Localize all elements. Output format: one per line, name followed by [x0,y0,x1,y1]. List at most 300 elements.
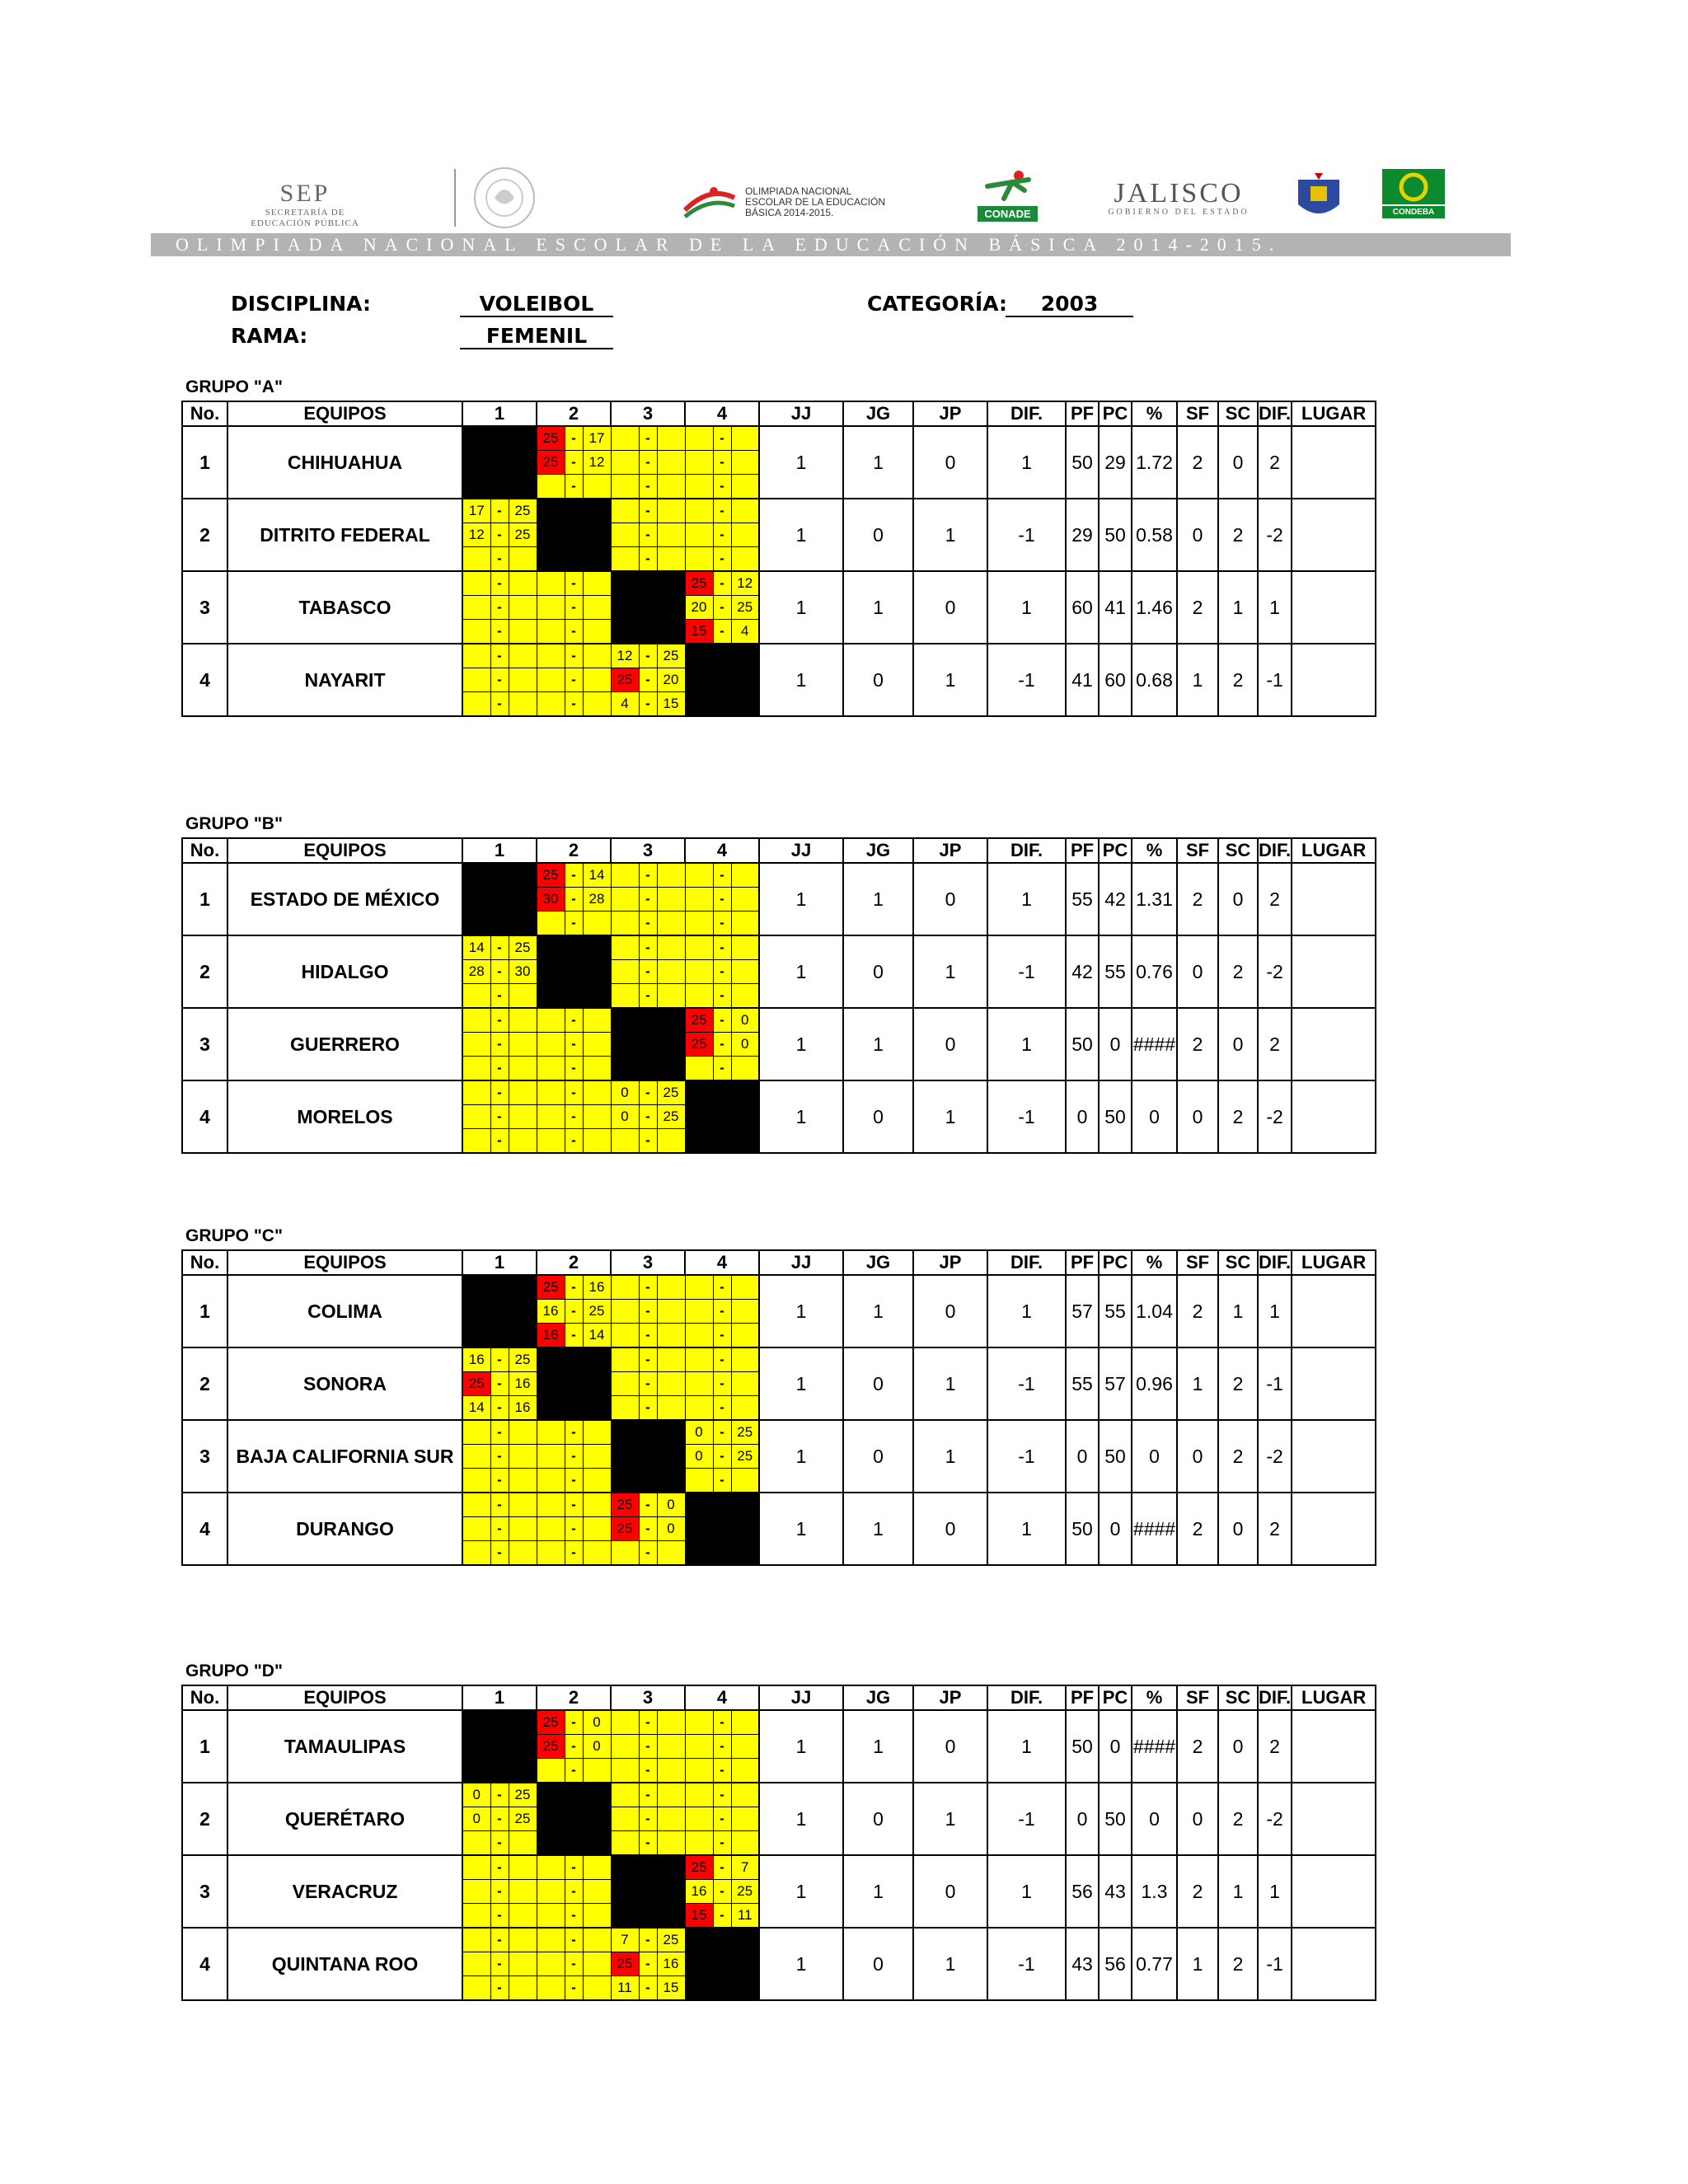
blocked-cell [462,1710,537,1783]
set-score-opponent [509,1105,537,1129]
set-score-separator: - [490,547,509,572]
stat-jp: 1 [913,1347,987,1420]
stat-jp: 1 [913,499,987,571]
stat-pf: 56 [1066,1855,1099,1928]
stat-sc: 2 [1218,1420,1258,1493]
set-score-separator: - [713,475,731,499]
stat-pf: 0 [1066,1420,1099,1493]
set-score-separator: - [490,1541,509,1566]
set-score-separator: - [639,1105,657,1129]
column-header: JJ [759,838,843,863]
team-name: TAMAULIPAS [227,1710,462,1783]
set-score-own [462,596,490,620]
stat-dif2: -1 [1258,644,1292,716]
set-score-opponent [509,1420,537,1445]
column-header: No. [182,838,227,863]
column-header: % [1132,838,1177,863]
olimpiada-line-3: BÁSICA 2014-2015. [744,206,834,218]
stat-sf: 0 [1177,1783,1218,1855]
set-score-own [537,1105,565,1129]
stat-dif: 1 [987,1275,1066,1347]
stat-pc: 29 [1099,426,1132,499]
column-header: PF [1066,1685,1099,1710]
set-score-separator: - [639,475,657,499]
stat-dif2: 1 [1258,1275,1292,1347]
team-number: 2 [182,1783,227,1855]
set-score-separator: - [713,451,731,475]
stat-dif: -1 [987,935,1066,1008]
team-name: VERACRUZ [227,1855,462,1928]
stat-sc: 0 [1218,863,1258,935]
condeba-label: CONDEBA [1382,206,1445,218]
set-score-opponent [583,1976,611,2001]
set-score-opponent [657,1735,685,1759]
stat-pc: 0 [1099,1493,1132,1565]
set-score-separator: - [713,1880,731,1904]
set-score-separator: - [713,1420,731,1445]
set-score-own [611,475,639,499]
set-score-separator: - [713,935,731,960]
table-row [182,571,1376,596]
stat-sc: 2 [1218,1347,1258,1420]
team-number: 1 [182,426,227,499]
set-score-separator: - [565,1057,583,1081]
stat-sc: 1 [1218,1275,1258,1347]
set-score-opponent: 4 [731,620,759,644]
set-score-own: 25 [537,426,565,451]
set-score-opponent [657,1759,685,1783]
set-score-own: 0 [611,1105,639,1129]
set-score-opponent [657,1541,685,1566]
set-score-own [537,1880,565,1904]
set-score-separator: - [565,1928,583,1952]
set-score-opponent [731,863,759,888]
set-score-separator: - [565,1493,583,1517]
stat-dif: -1 [987,1347,1066,1420]
set-score-opponent [509,1904,537,1929]
set-score-separator: - [565,1033,583,1057]
set-score-separator: - [490,1008,509,1033]
column-header: EQUIPOS [227,838,462,863]
set-score-opponent [731,1831,759,1856]
set-score-own [685,1759,713,1783]
stat-pc: 0 [1099,1008,1132,1080]
stat-jj: 1 [759,1855,843,1928]
set-score-opponent: 16 [509,1372,537,1396]
set-score-opponent [731,935,759,960]
column-header: % [1132,1250,1177,1275]
set-score-own: 12 [462,523,490,547]
set-score-separator: - [639,1541,657,1566]
stat-pf: 0 [1066,1080,1099,1153]
set-score-opponent: 16 [657,1952,685,1976]
team-name: TABASCO [227,571,462,644]
set-score-separator: - [490,1783,509,1807]
jalisco-subtitle: GOBIERNO DEL ESTADO [1108,207,1250,217]
set-score-opponent: 25 [731,1445,759,1469]
set-score-opponent [583,1008,611,1033]
stat-sf: 1 [1177,1928,1218,2000]
banner: OLIMPIADA NACIONAL ESCOLAR DE LA EDUCACIÓN BÁSICA 2014-2015. [151,233,1511,256]
set-score-separator: - [565,888,583,912]
set-score-own [685,475,713,499]
set-score-own [537,571,565,596]
set-score-separator: - [490,1493,509,1517]
set-score-own: 7 [611,1928,639,1952]
team-number: 1 [182,1710,227,1783]
set-score-separator: - [565,451,583,475]
set-score-separator: - [639,1807,657,1831]
stat-pf: 57 [1066,1275,1099,1347]
stat-pct: #### [1132,1493,1177,1565]
column-header: No. [182,1250,227,1275]
set-score-opponent: 25 [509,1807,537,1831]
set-score-opponent: 11 [731,1904,759,1929]
set-score-opponent [731,475,759,499]
set-score-separator: - [490,960,509,984]
set-score-opponent [657,1275,685,1300]
blocked-cell [537,935,611,1008]
stat-jg: 0 [843,644,913,716]
set-score-opponent [657,499,685,523]
set-score-opponent [657,475,685,499]
set-score-opponent: 25 [731,1880,759,1904]
set-score-separator: - [565,912,583,936]
stat-jj: 1 [759,1928,843,2000]
set-score-own [462,1469,490,1493]
set-score-opponent [509,1517,537,1541]
stat-sf: 0 [1177,935,1218,1008]
stat-jp: 1 [913,1420,987,1493]
column-header: 2 [537,401,611,426]
set-score-separator: - [639,984,657,1009]
set-score-own: 14 [462,935,490,960]
set-score-separator: - [565,1855,583,1880]
set-score-opponent [583,1129,611,1154]
set-score-own [611,1347,639,1372]
set-score-separator: - [490,1904,509,1929]
column-header: SC [1218,838,1258,863]
set-score-separator: - [713,1008,731,1033]
set-score-separator: - [713,1057,731,1081]
stat-jp: 0 [913,1493,987,1565]
column-header: SF [1177,1685,1218,1710]
set-score-separator: - [713,984,731,1009]
set-score-opponent [583,668,611,692]
set-score-separator: - [713,1324,731,1348]
set-score-own [537,1976,565,2001]
set-score-opponent: 25 [509,499,537,523]
stat-lugar [1292,1275,1376,1347]
column-header: 2 [537,1250,611,1275]
set-score-own [537,1033,565,1057]
stat-jg: 1 [843,1710,913,1783]
set-score-own: 0 [462,1783,490,1807]
stat-dif: 1 [987,863,1066,935]
sep-subtitle-1: SECRETARÍA DE [265,207,345,218]
stat-dif: 1 [987,426,1066,499]
column-header: % [1132,401,1177,426]
set-score-own [611,499,639,523]
set-score-opponent [509,1469,537,1493]
set-score-separator: - [490,1347,509,1372]
set-score-separator: - [490,644,509,668]
set-score-opponent [731,499,759,523]
stat-dif2: 2 [1258,426,1292,499]
stat-pct: 1.31 [1132,863,1177,935]
set-score-opponent [731,1710,759,1735]
set-score-own [537,1759,565,1783]
table-row [182,644,1376,668]
stat-pct: 0.68 [1132,644,1177,716]
set-score-opponent: 16 [583,1275,611,1300]
team-number: 2 [182,1347,227,1420]
set-score-own [537,1928,565,1952]
blocked-cell [537,1783,611,1855]
set-score-separator: - [565,1324,583,1348]
set-score-own [611,1396,639,1421]
set-score-opponent [583,1105,611,1129]
set-score-own [537,1952,565,1976]
set-score-separator: - [490,692,509,717]
set-score-own [537,1541,565,1566]
blocked-cell [462,863,537,935]
stat-jp: 0 [913,1710,987,1783]
set-score-own [685,1469,713,1493]
set-score-opponent: 28 [583,888,611,912]
set-score-own [537,912,565,936]
set-score-opponent [583,644,611,668]
set-score-own [462,1008,490,1033]
stat-jg: 1 [843,863,913,935]
stat-lugar [1292,644,1376,716]
set-score-separator: - [639,863,657,888]
set-score-own: 25 [611,1493,639,1517]
set-score-separator: - [490,1976,509,2001]
set-score-opponent [657,1129,685,1154]
team-number: 2 [182,499,227,571]
column-header: 2 [537,1685,611,1710]
set-score-own [611,984,639,1009]
column-header: JG [843,1250,913,1275]
set-score-own [462,620,490,644]
set-score-separator: - [639,1396,657,1421]
stat-jg: 1 [843,1493,913,1565]
set-score-own [685,1710,713,1735]
set-score-opponent [731,523,759,547]
set-score-own [537,692,565,717]
blocked-cell [462,426,537,499]
team-number: 2 [182,935,227,1008]
stat-jj: 1 [759,499,843,571]
set-score-opponent [583,1445,611,1469]
stat-jp: 1 [913,935,987,1008]
set-score-separator: - [713,1904,731,1929]
stat-pf: 50 [1066,426,1099,499]
set-score-separator: - [713,1275,731,1300]
set-score-own: 14 [462,1396,490,1421]
set-score-own: 16 [537,1300,565,1324]
set-score-opponent: 0 [657,1517,685,1541]
stat-jj: 1 [759,935,843,1008]
set-score-own [685,984,713,1009]
column-header: EQUIPOS [227,1250,462,1275]
set-score-separator: - [490,668,509,692]
stat-jj: 1 [759,1493,843,1565]
stat-pct: #### [1132,1710,1177,1783]
set-score-separator: - [639,1976,657,2001]
set-score-opponent [731,547,759,572]
column-header: LUGAR [1292,1685,1376,1710]
stat-dif2: 1 [1258,1855,1292,1928]
set-score-opponent: 0 [731,1008,759,1033]
set-score-own [537,1469,565,1493]
column-header: EQUIPOS [227,401,462,426]
stat-jj: 1 [759,1008,843,1080]
set-score-own [685,1396,713,1421]
set-score-opponent [509,1880,537,1904]
table-row [182,1347,1376,1372]
table-row [182,1420,1376,1445]
set-score-separator: - [565,1541,583,1566]
set-score-opponent [583,1080,611,1105]
set-score-separator: - [713,1396,731,1421]
set-score-own: 0 [462,1807,490,1831]
set-score-separator: - [639,1493,657,1517]
set-score-opponent: 25 [657,1080,685,1105]
stat-dif2: 1 [1258,571,1292,644]
stat-jp: 1 [913,1783,987,1855]
set-score-separator: - [639,1372,657,1396]
set-score-separator: - [713,1469,731,1493]
group-title: GRUPO "D" [185,1661,283,1680]
set-score-own: 25 [611,668,639,692]
stat-jg: 0 [843,1928,913,2000]
set-score-separator: - [490,523,509,547]
stat-lugar [1292,1928,1376,2000]
set-score-opponent [657,935,685,960]
set-score-separator: - [639,1952,657,1976]
set-score-own [462,1080,490,1105]
set-score-own [462,1129,490,1154]
stat-pc: 57 [1099,1347,1132,1420]
set-score-own [462,571,490,596]
jalisco-shield-icon [1286,169,1352,227]
table-row [182,1855,1376,1880]
set-score-opponent: 25 [509,1783,537,1807]
team-name: DITRITO FEDERAL [227,499,462,571]
stat-jj: 1 [759,1275,843,1347]
stat-dif2: -2 [1258,1080,1292,1153]
set-score-own [685,547,713,572]
jalisco-title: JALISCO [1114,177,1244,209]
stat-jj: 1 [759,863,843,935]
team-name: DURANGO [227,1493,462,1565]
set-score-separator: - [565,1300,583,1324]
set-score-separator: - [713,863,731,888]
stat-sc: 0 [1218,1008,1258,1080]
column-header: SF [1177,1250,1218,1275]
set-score-opponent: 14 [583,863,611,888]
set-score-separator: - [713,571,731,596]
set-score-own [611,1372,639,1396]
stat-jj: 1 [759,1783,843,1855]
set-score-opponent [509,984,537,1009]
column-header: PF [1066,1250,1099,1275]
set-score-opponent [657,1783,685,1807]
blocked-cell [685,644,759,716]
column-header: SF [1177,838,1218,863]
set-score-opponent [731,1469,759,1493]
column-header: DIF. [1258,401,1292,426]
set-score-opponent [509,1541,537,1566]
stat-dif: -1 [987,1783,1066,1855]
set-score-own [462,1517,490,1541]
set-score-opponent [583,620,611,644]
set-score-opponent [583,596,611,620]
stat-jp: 1 [913,1928,987,2000]
rama-label: RAMA: [231,324,308,348]
set-score-own [611,547,639,572]
stat-lugar [1292,1783,1376,1855]
set-score-separator: - [639,1759,657,1783]
set-score-separator: - [490,984,509,1009]
set-score-own [611,523,639,547]
set-score-opponent [509,1928,537,1952]
set-score-separator: - [639,1324,657,1348]
stat-sf: 2 [1177,426,1218,499]
stat-sf: 0 [1177,499,1218,571]
set-score-separator: - [490,1057,509,1081]
set-score-own [685,935,713,960]
stat-pct: 0 [1132,1080,1177,1153]
set-score-separator: - [490,1855,509,1880]
table-row [182,1275,1376,1300]
stat-sc: 2 [1218,1783,1258,1855]
set-score-opponent [657,426,685,451]
set-score-separator: - [713,1033,731,1057]
set-score-own: 11 [611,1976,639,2001]
set-score-opponent: 25 [657,644,685,668]
set-score-separator: - [713,1372,731,1396]
set-score-opponent [731,1735,759,1759]
set-score-own [462,1855,490,1880]
set-score-own [537,1008,565,1033]
set-score-own [462,668,490,692]
team-name: BAJA CALIFORNIA SUR [227,1420,462,1493]
stat-lugar [1292,935,1376,1008]
stat-pf: 43 [1066,1928,1099,2000]
set-score-separator: - [490,1952,509,1976]
set-score-opponent: 0 [583,1735,611,1759]
table-row [182,426,1376,451]
stat-pc: 42 [1099,863,1132,935]
stat-jj: 1 [759,1710,843,1783]
set-score-separator: - [490,1396,509,1421]
stat-jj: 1 [759,571,843,644]
column-header: DIF. [987,1685,1066,1710]
set-score-separator: - [639,692,657,717]
set-score-own: 30 [537,888,565,912]
set-score-separator: - [639,1517,657,1541]
stat-dif2: 2 [1258,1493,1292,1565]
set-score-opponent [509,1129,537,1154]
set-score-opponent: 25 [509,1347,537,1372]
set-score-opponent [731,1372,759,1396]
set-score-separator: - [565,620,583,644]
set-score-opponent: 15 [657,692,685,717]
set-score-separator: - [639,912,657,936]
